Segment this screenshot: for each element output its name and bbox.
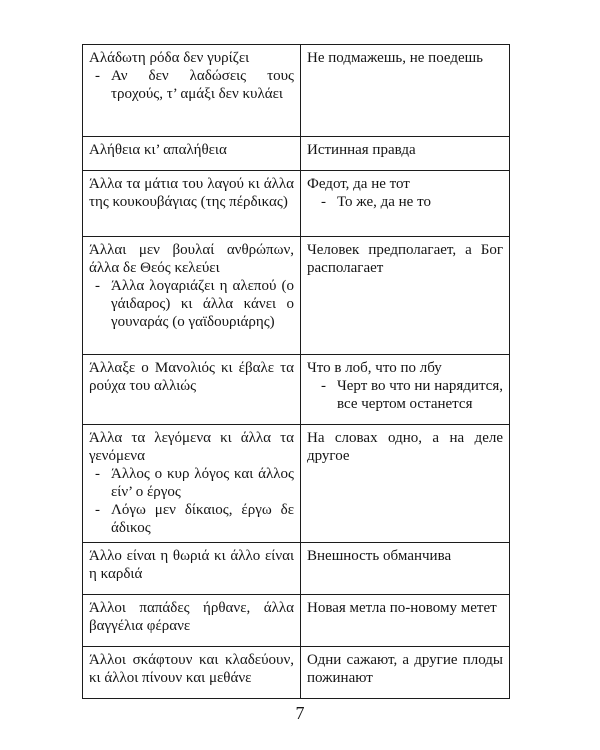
russian-equivalent-cell: [301, 425, 510, 543]
greek-proverb-cell-text: Άλλοι σκάφτουν και κλαδεύουν, κι άλλοι πίνουν και μεθάνε: [89, 652, 294, 686]
greek-proverb-cell-variants: [89, 465, 294, 537]
greek-proverb-cell: [83, 425, 301, 543]
russian-equivalent-cell: [301, 595, 510, 647]
table-row: [83, 595, 510, 647]
russian-equivalent-cell-variants: [307, 377, 503, 413]
greek-proverb-cell-text: Αλάδωτη ρόδα δεν γυρίζει: [89, 50, 250, 66]
greek-proverb-cell-variants: [89, 67, 294, 103]
greek-proverb-cell: [83, 355, 301, 425]
russian-equivalent-cell: [301, 237, 510, 355]
russian-equivalent-cell: [301, 171, 510, 237]
greek-proverb-cell: [83, 543, 301, 595]
greek-proverb-cell: [83, 595, 301, 647]
variant-item: - Черт во что ни нарядится, все чертом останется: [307, 377, 503, 413]
greek-proverb-cell-text: Αλήθεια κι’ απαλήθεια: [89, 142, 227, 158]
variant-item: - Άλλα λογαριάζει η αλεπού (ο γάιδαρος) κι άλλα κάνει ο γουναράς (ο γαϊδουριάρης): [89, 277, 294, 331]
table-row: [83, 171, 510, 237]
russian-equivalent-cell: [301, 355, 510, 425]
proverbs-table-body: [83, 45, 510, 699]
russian-equivalent-cell-text: Не подмажешь, не поедешь: [307, 50, 484, 66]
table-row: [83, 425, 510, 543]
russian-equivalent-cell-text: Федот, да не тот: [307, 176, 410, 192]
variant-item: - Λόγω μεν δίκαιος, έργω δε άδικος: [89, 501, 294, 537]
russian-equivalent-cell-variants: [307, 193, 503, 211]
russian-equivalent-cell-text: Истинная правда: [307, 142, 416, 158]
russian-equivalent-cell: [301, 543, 510, 595]
russian-equivalent-cell: [301, 137, 510, 171]
proverbs-table: [82, 44, 510, 699]
greek-proverb-cell-text: Άλλαξε ο Μανολιός κι έβαλε τα ρούχα του αλλιώς: [89, 360, 294, 394]
russian-equivalent-cell-text: Человек предполагает, а Бог располагает: [307, 242, 503, 276]
table-row: [83, 237, 510, 355]
variant-item: - То же, да не то: [307, 193, 503, 211]
greek-proverb-cell-text: Άλλοι παπάδες ήρθανε, άλλα βαγγέλια φέρανε: [89, 600, 294, 634]
table-row: [83, 543, 510, 595]
variant-item: - Άλλος ο κυρ λόγος και άλλος είν’ ο έργος: [89, 465, 294, 501]
greek-proverb-cell-text: Άλλαι μεν βουλαί ανθρώπων, άλλα δε Θεός κελεύει: [89, 242, 294, 276]
table-row: [83, 355, 510, 425]
table-row: [83, 45, 510, 137]
russian-equivalent-cell-text: Внешность обманчива: [307, 548, 452, 564]
greek-proverb-cell: [83, 171, 301, 237]
russian-equivalent-cell: [301, 45, 510, 137]
greek-proverb-cell: [83, 137, 301, 171]
greek-proverb-cell: [83, 237, 301, 355]
russian-equivalent-cell-text: Что в лоб, что по лбу: [307, 360, 442, 376]
russian-equivalent-cell-text: Новая метла по-новому метет: [307, 600, 497, 616]
greek-proverb-cell-text: Άλλο είναι η θωριά κι άλλο είναι η καρδιά: [89, 548, 294, 582]
greek-proverb-cell-text: Άλλα τα λεγόμενα κι άλλα τα γενόμενα: [89, 430, 294, 464]
variant-item: - Αν δεν λαδώσεις τους τροχούς, τ’ αμάξι δεν κυλάει: [89, 67, 294, 103]
table-row: [83, 647, 510, 699]
page-number: 7: [295, 703, 305, 723]
greek-proverb-cell-text: Άλλα τα μάτια του λαγού κι άλλα της κουκουβάγιας (της πέρδικας): [89, 176, 294, 210]
russian-equivalent-cell-text: На словах одно, а на деле другое: [307, 430, 503, 464]
greek-proverb-cell-variants: [89, 277, 294, 331]
table-row: [83, 137, 510, 171]
russian-equivalent-cell: [301, 647, 510, 699]
greek-proverb-cell: [83, 45, 301, 137]
russian-equivalent-cell-text: Одни сажают, а другие плоды пожинают: [307, 652, 503, 686]
greek-proverb-cell: [83, 647, 301, 699]
